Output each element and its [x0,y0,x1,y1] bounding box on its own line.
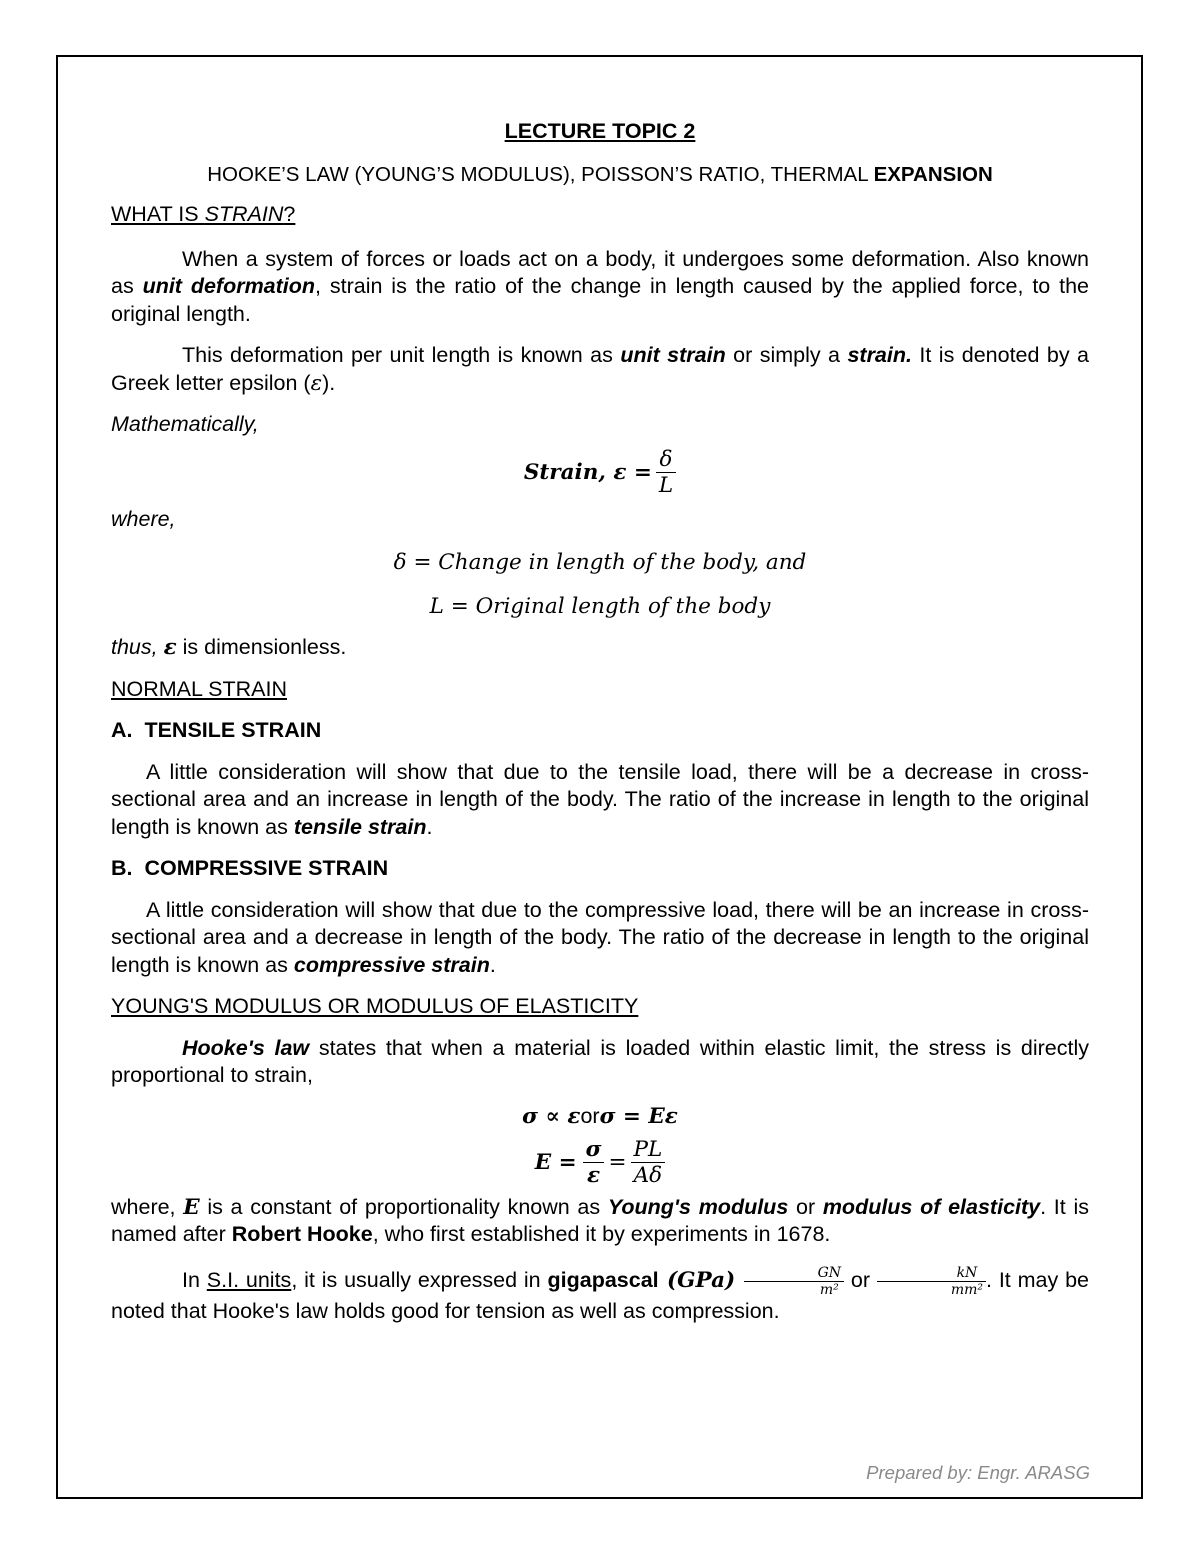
eq2-proportional: σ ∝ ε [522,1103,581,1129]
where2-d: or [788,1194,823,1219]
p2-text-e: It is denoted by a Greek letter epsilon ( [111,343,1090,395]
si-e: (GPa) [658,1267,744,1293]
compressive-text-a: A little consideration will show that due to the compressive load, there will be an increase in cross-sectional area and a decrease in length of the body. The ratio of the decrease in length to the original length is known as [111,897,1089,977]
thus-text: thus, [111,635,164,659]
si-fraction-kn-den: mm² [877,1281,986,1298]
eq1-lhs: Strain, ε = [523,459,652,485]
subtitle-bold: EXPANSION [873,162,993,186]
p2-text-b: unit strain [620,343,726,367]
where2-c: Young's modulus [607,1194,789,1219]
paragraph-tensile [111,759,1089,842]
strain-heading [111,201,1089,229]
si-fraction-gn-num: GN [817,1264,842,1281]
where2-g: Robert Hooke [231,1222,373,1246]
p1-text-c: , strain is the ratio of the change in length caused by the applied force, to the original length. [111,274,1089,326]
definition-delta: δ = Change in length of the body, and [393,550,807,575]
eq3-fraction-1 [583,1137,605,1188]
eq3-numerator-1: σ [585,1136,602,1162]
normal-strain-heading: NORMAL STRAIN [111,676,287,701]
where-label: where, [111,506,176,531]
eq2-equation: σ = Eε [599,1103,678,1129]
hooke-bold: Hooke's law [182,1035,310,1060]
compressive-heading-text: COMPRESSIVE STRAIN [144,856,389,880]
footer-prepared-by: Prepared by: Engr. ARASG [866,1462,1090,1483]
equation-strain [111,447,1089,498]
si-fraction-kn-num: kN [956,1264,978,1281]
where2-e: modulus of elasticity [822,1194,1041,1219]
mathematically-label: Mathematically, [111,412,259,436]
p2-text-a: This deformation per unit length is known as [182,343,621,367]
where2-a: where, [111,1194,184,1219]
eq3-numerator-2: PL [633,1136,663,1162]
p2-text-c: or simply a [725,343,848,367]
subtitle-main: HOOKE’S LAW (YOUNG’S MODULUS), POISSON’S RATIO, THERMAL [207,162,868,186]
compressive-text-c: . [489,952,496,977]
equation-proportional [111,1104,1089,1129]
tensile-text-c: . [426,814,433,839]
p2-text-g: ). [322,370,336,395]
si-fraction-gn-den: m² [744,1281,844,1298]
paragraph-unit-strain [111,342,1089,397]
p2-text-d: strain. [847,343,912,367]
hooke-text: states that when a material is loaded within elastic limit, the stress is directly proportional to strain, [111,1035,1090,1087]
compressive-text-b: compressive strain [293,952,490,977]
si-or: or [844,1267,877,1292]
compressive-letter: B. [111,856,133,880]
eq1-fraction [656,447,676,498]
eq3-lhs: E = [534,1149,577,1175]
paragraph-hookes-law [111,1035,1089,1090]
paragraph-youngs-definition [111,1194,1089,1249]
tensile-text-b: tensile strain [293,814,427,839]
youngs-modulus-heading: YOUNG'S MODULUS OR MODULUS OF ELASTICITY [111,994,639,1018]
eq1-denominator: L [656,472,676,498]
tensile-letter: A. [111,718,133,742]
si-fraction-gn [744,1265,844,1298]
where2-b: is a constant of proportionality known as [199,1194,608,1219]
document-body [111,118,1089,1325]
p2-epsilon: ε [310,370,323,396]
p1-text-b: unit deformation [142,274,316,298]
paragraph-si-units [111,1265,1089,1326]
page-subtitle [111,161,1089,189]
where2-h: , who first established it by experiments in 1678. [372,1222,831,1246]
eq2-or: or [580,1103,600,1128]
paragraph-strain-definition [111,246,1089,329]
thus-rest: is dimensionless. [176,635,347,659]
si-d: gigapascal [547,1267,659,1292]
eq3-denominator-2: Aδ [631,1162,666,1188]
si-a: In [182,1267,207,1292]
where2-E: E [183,1194,200,1220]
page-title: LECTURE TOPIC 2 [504,119,696,143]
dimensionless-note [111,634,1089,662]
si-fraction-kn [877,1265,986,1298]
strain-heading-suffix: ? [283,202,296,226]
tensile-heading-text: TENSILE STRAIN [144,718,322,742]
eq3-fraction-2 [631,1137,666,1188]
thus-epsilon: ε [163,635,177,660]
tensile-text-a: A little consideration will show that due to the tensile load, there will be a decrease in cross-sectional area and an increase in length of the body. The ratio of the increase in length to the original length is known as [111,759,1089,839]
equation-youngs-modulus [111,1137,1089,1188]
si-c: , it is usually expressed in [291,1267,548,1292]
p1-text-a: When a system of forces or loads act on a body, it undergoes some deformation. Also known as [111,246,1089,298]
definition-length: L = Original length of the body [429,593,771,619]
si-g: . It may be noted that Hooke's law holds good for tension as well as compression. [111,1267,1090,1323]
eq3-denominator-1: ε [583,1162,605,1188]
strain-heading-prefix: WHAT IS [111,202,205,226]
tensile-strain-heading [111,717,1089,745]
where2-f: . It is named after [111,1194,1089,1246]
paragraph-compressive [111,897,1089,980]
eq1-numerator: δ [659,446,673,472]
strain-heading-italic: STRAIN [204,202,284,226]
compressive-strain-heading [111,855,1089,883]
eq3-equals: = [608,1149,627,1175]
si-b: S.I. units [206,1267,292,1292]
